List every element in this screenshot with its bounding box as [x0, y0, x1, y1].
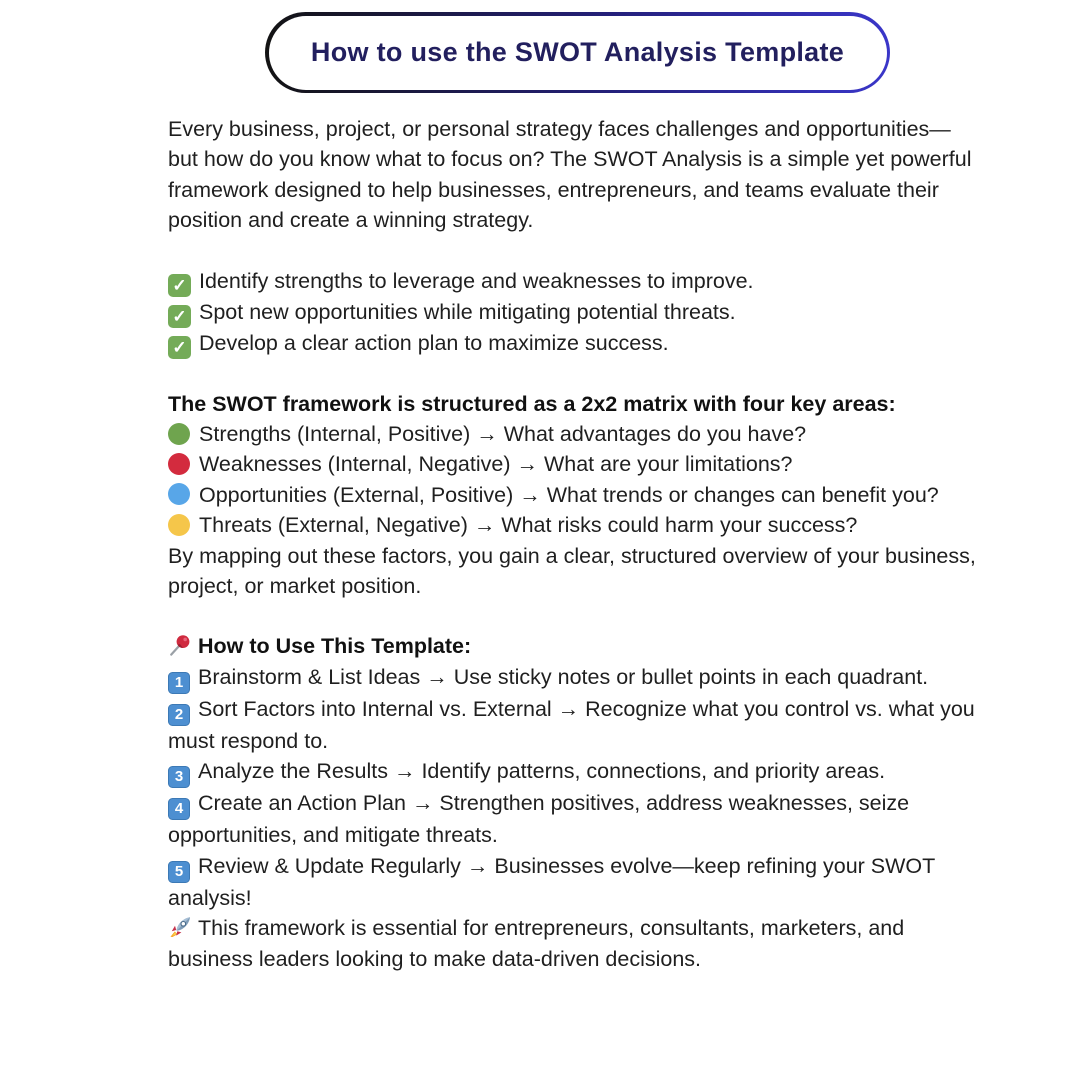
howto-step — [168, 694, 976, 756]
matrix-item-text: Threats (External, Negative) → What risks could harm your success? — [199, 513, 858, 538]
matrix-item-threats — [168, 510, 976, 540]
check-mark-icon: ✓ — [168, 274, 191, 297]
matrix-item-strengths — [168, 419, 976, 449]
green-circle-icon — [168, 423, 190, 445]
mapping-paragraph: By mapping out these factors, you gain a clear, structured overview of your business, project, or market position. — [168, 543, 976, 599]
howto-step — [168, 851, 976, 913]
checklist-item-text: Develop a clear action plan to maximize success. — [199, 330, 669, 355]
page — [0, 12, 1080, 1092]
keycap-2-icon: 2 — [168, 704, 190, 726]
howto-step-text: Sort Factors into Internal vs. External → Recognize what you control vs. what you must respond to. — [168, 696, 975, 753]
matrix-section — [168, 389, 976, 541]
check-mark-icon: ✓ — [168, 336, 191, 359]
body-content — [168, 114, 976, 974]
page-title: How to use the SWOT Analysis Template — [310, 37, 845, 67]
matrix-item-text: Weaknesses (Internal, Negative) → What are your limitations? — [199, 452, 793, 477]
checklist-item-text: Spot new opportunities while mitigating potential threats. — [199, 299, 736, 324]
howto-step — [168, 662, 976, 694]
matrix-item-text: Opportunities (External, Positive) → What trends or changes can benefit you? — [199, 482, 939, 507]
footer-paragraph — [168, 913, 976, 974]
matrix-item-text: Strengths (Internal, Positive) → What advantages do you have? — [199, 422, 807, 447]
checklist-item-text: Identify strengths to leverage and weaknesses to improve. — [199, 268, 754, 293]
checklist-item — [168, 328, 976, 359]
check-mark-icon: ✓ — [168, 305, 191, 328]
checklist-item — [168, 297, 976, 328]
keycap-5-icon: 5 — [168, 861, 190, 883]
pushpin-icon — [168, 633, 192, 657]
footer-text: This framework is essential for entrepreneurs, consultants, marketers, and business leaders looking to make data-driven decisions. — [168, 916, 905, 971]
matrix-section-heading: The SWOT framework is structured as a 2x2 matrix with four key areas: — [168, 391, 896, 416]
howto-step — [168, 788, 976, 850]
howto-step-text: Review & Update Regularly → Businesses evolve—keep refining your SWOT analysis! — [168, 853, 935, 910]
title-pill-inner — [269, 16, 887, 90]
howto-step — [168, 756, 976, 788]
checklist-item — [168, 266, 976, 297]
keycap-3-icon: 3 — [168, 766, 190, 788]
keycap-4-icon: 4 — [168, 798, 190, 820]
matrix-item-opportunities — [168, 480, 976, 510]
title-pill — [265, 12, 890, 93]
howto-step-text: Create an Action Plan → Strengthen positives, address weaknesses, seize opportunities, and mitigate threats. — [168, 791, 910, 848]
matrix-item-weaknesses — [168, 449, 976, 479]
intro-paragraph: Every business, project, or personal strategy faces challenges and opportunities—but how do you know what to focus on? The SWOT Analysis is a simple yet powerful framework designed to help businesses, entrepreneurs, and teams evaluate their position and create a winning strategy. — [168, 117, 972, 233]
benefit-checklist — [168, 266, 976, 359]
keycap-1-icon: 1 — [168, 672, 190, 694]
yellow-circle-icon — [168, 514, 190, 536]
howto-section — [168, 631, 976, 913]
rocket-icon — [168, 915, 192, 939]
howto-heading — [168, 631, 976, 661]
howto-step-text: Brainstorm & List Ideas → Use sticky notes or bullet points in each quadrant. — [198, 664, 929, 689]
howto-step-text: Analyze the Results → Identify patterns, connections, and priority areas. — [198, 759, 886, 784]
red-circle-icon — [168, 453, 190, 475]
howto-heading-text: How to Use This Template: — [198, 634, 472, 659]
blue-circle-icon — [168, 483, 190, 505]
